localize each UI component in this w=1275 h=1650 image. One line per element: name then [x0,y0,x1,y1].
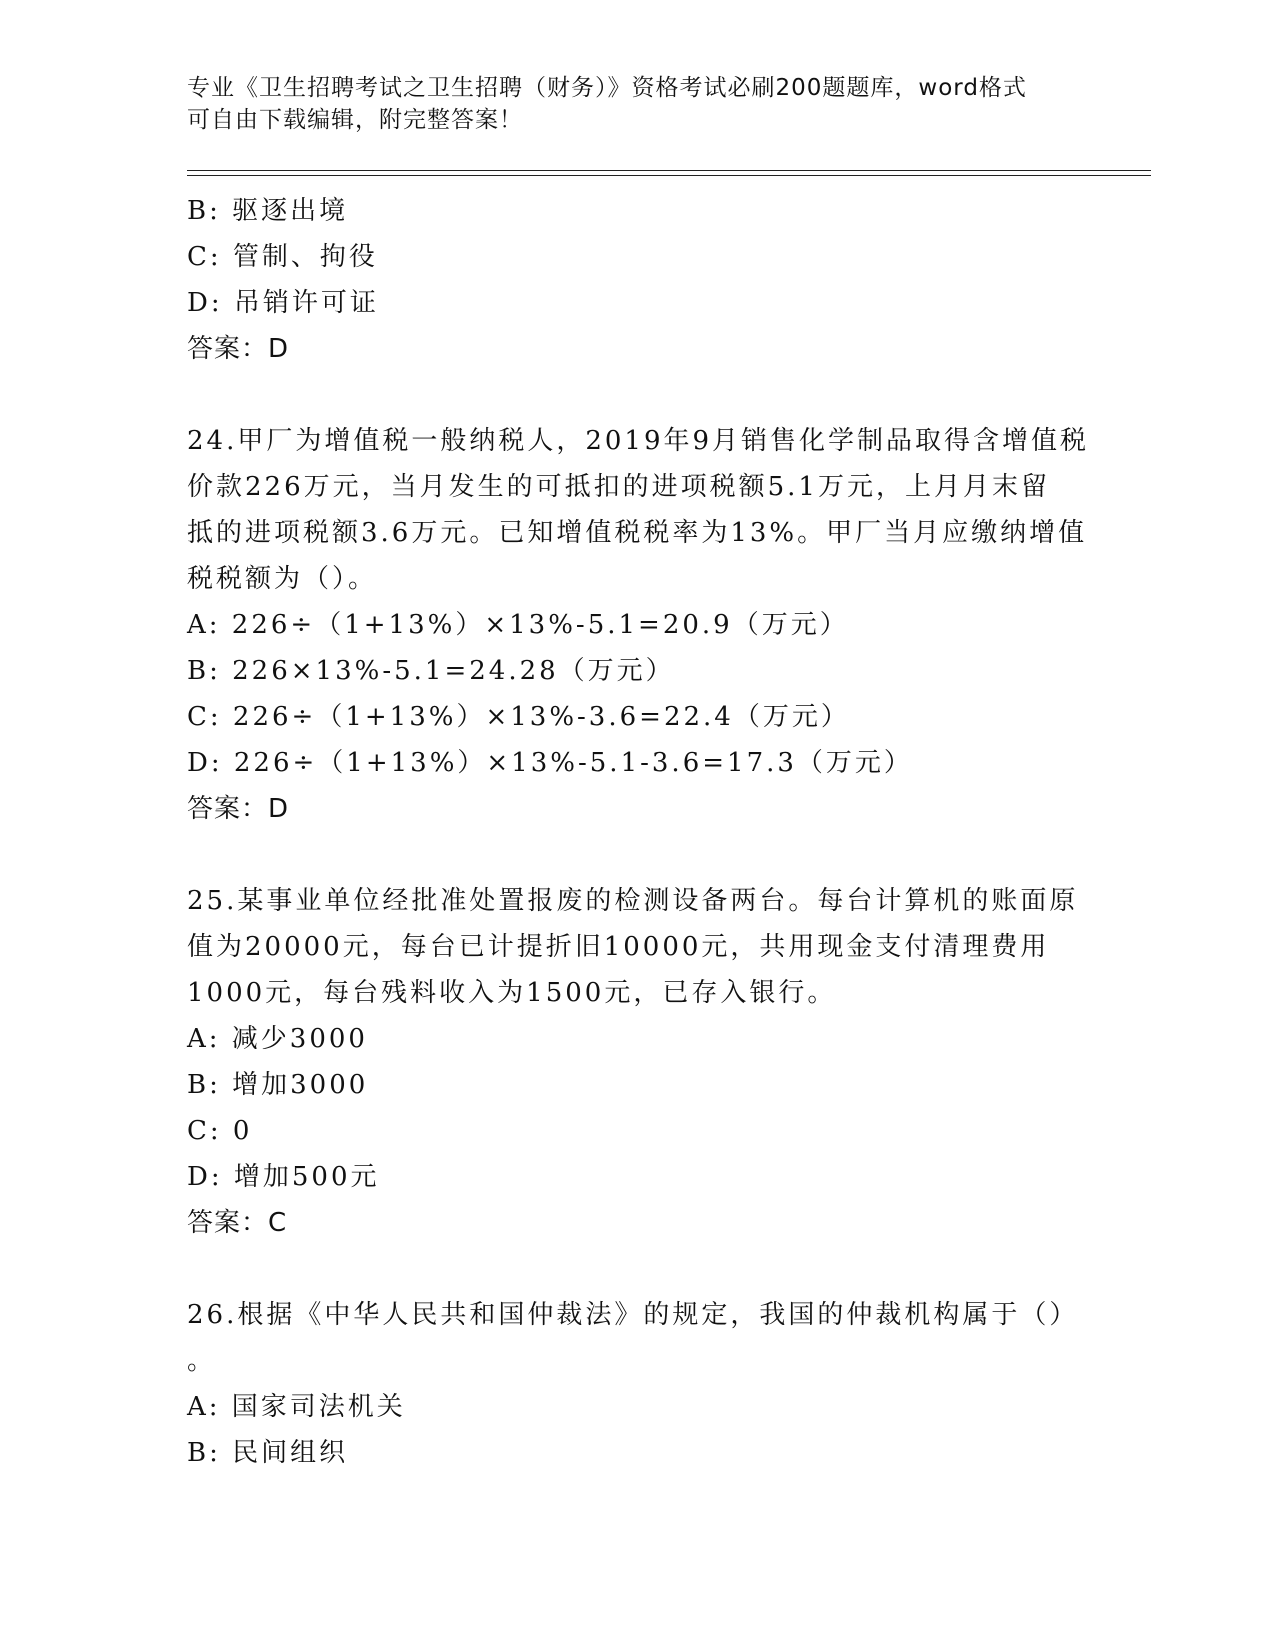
question-text-line: 1000元，每台残料收入为1500元，已存入银行。 [187,978,837,1008]
option-a: A: 减少3000 [187,1024,368,1054]
question-23 [187,188,1087,372]
question-text-line: 税税额为（）。 [187,564,378,594]
option-d: D: 226÷（1+13%）×13%-5.1-3.6=17.3（万元） [187,748,913,778]
page-header [187,72,1067,136]
header-rule-top [187,170,1151,171]
question-25 [187,878,1087,1246]
question-text-line: 抵的进项税额3.6万元。已知增值税税率为13%。甲厂当月应缴纳增值 [187,518,1088,548]
option-b: B: 增加3000 [187,1070,369,1100]
answer: 答案：C [187,1208,288,1238]
header-line-1: 专业《卫生招聘考试之卫生招聘（财务）》资格考试必刷200题题库，word格式 [187,75,1027,101]
question-text-line: 25.某事业单位经批准处置报废的检测设备两台。每台计算机的账面原 [187,886,1079,916]
option-b: B: 226×13%-5.1=24.28（万元） [187,656,675,686]
option-c: C: 管制、拘役 [187,242,378,272]
question-text-line: 。 [187,1346,217,1376]
spacer [187,1246,1087,1292]
question-text-line: 价款226万元，当月发生的可抵扣的进项税额5.1万元，上月月末留 [187,472,1050,502]
question-26 [187,1292,1087,1476]
option-a: A: 226÷（1+13%）×13%-5.1=20.9（万元） [187,610,849,640]
question-text-line: 26.根据《中华人民共和国仲裁法》的规定，我国的仲裁机构属于（） [187,1300,1079,1330]
spacer [187,372,1087,418]
question-text-line: 24.甲厂为增值税一般纳税人，2019年9月销售化学制品取得含增值税 [187,426,1090,456]
header-rule-bottom [187,175,1151,176]
spacer [187,832,1087,878]
option-b: B: 民间组织 [187,1438,349,1468]
option-d: D: 增加500元 [187,1162,380,1192]
question-list [187,188,1090,1476]
option-b: B: 驱逐出境 [187,196,349,226]
answer: 答案：D [187,794,290,824]
question-text-line: 值为20000元，每台已计提折旧10000元，共用现金支付清理费用 [187,932,1050,962]
question-24 [187,418,1090,832]
option-a: A: 国家司法机关 [187,1392,406,1422]
option-c: C: 0 [187,1116,253,1146]
answer: 答案：D [187,334,290,364]
option-d: D: 吊销许可证 [187,288,379,318]
header-line-2: 可自由下载编辑，附完整答案！ [187,107,523,133]
option-c: C: 226÷（1+13%）×13%-3.6=22.4（万元） [187,702,850,732]
